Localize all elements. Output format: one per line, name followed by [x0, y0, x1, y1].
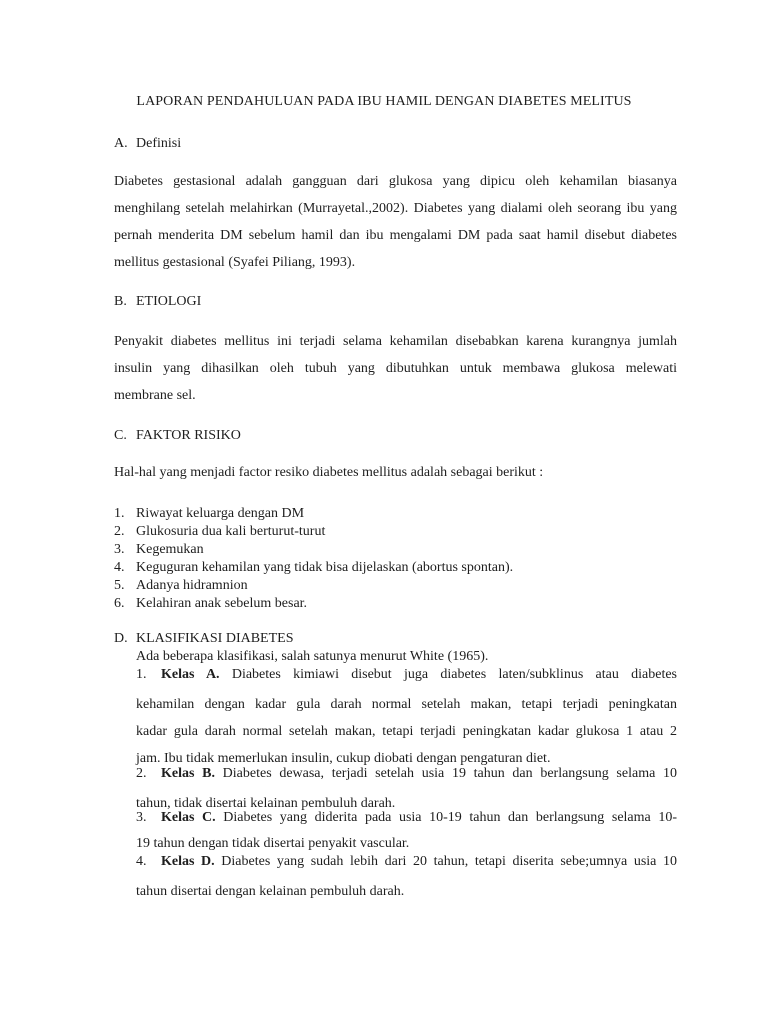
section-a-number: A.: [114, 136, 128, 151]
list-item: 1. Riwayat keluarga dengan DM: [114, 506, 305, 521]
class-c-line-2: 19 tahun dengan tidak disertai penyakit vascular.: [136, 836, 410, 851]
section-d-intro: Ada beberapa klasifikasi, salah satunya menurut White (1965).: [136, 649, 489, 664]
section-b-paragraph: [114, 328, 677, 409]
class-d-line-2: tahun disertai dengan kelainan pembuluh darah.: [136, 884, 405, 899]
class-a-first-line: 1. Kelas A. Diabetes kimiawi disebut juga diabetes laten/subklinus atau diabetes: [136, 667, 677, 682]
section-c-heading: [114, 427, 241, 445]
section-d-number: D.: [114, 631, 128, 646]
class-c-block: [136, 809, 677, 857]
class-a-line-3: kadar gula darah normal setelah makan, tetapi terjadi peningkatan kadar glukosa 1 atau 2: [136, 724, 677, 739]
section-d-heading: [114, 630, 294, 648]
section-a-line-4: mellitus gestasional (Syafei Piliang, 1993).: [114, 255, 356, 270]
section-c-intro: Hal-hal yang menjadi factor resiko diabetes mellitus adalah sebagai berikut :: [114, 465, 544, 480]
section-a-line-3: pernah menderita DM sebelum hamil dan ibu mengalami DM pada saat hamil disebut diabetes: [114, 228, 677, 243]
list-item: 3. Kegemukan: [114, 542, 204, 557]
class-b-label: Kelas B.: [161, 766, 215, 781]
section-a-title: Definisi: [136, 136, 182, 151]
class-c-label: Kelas C.: [161, 810, 216, 825]
class-d-first-line: 4. Kelas D. Diabetes yang sudah lebih dari 20 tahun, tetapi diserita sebe;umnya usia 10: [136, 854, 677, 869]
section-b-line-1: Penyakit diabetes mellitus ini terjadi selama kehamilan disebabkan karena kurangnya jumlah: [114, 334, 677, 349]
class-a-label: Kelas A.: [161, 667, 220, 682]
class-b-first-line: 2. Kelas B. Diabetes dewasa, terjadi setelah usia 19 tahun dan berlangsung selama 10: [136, 766, 677, 781]
section-a-line-2: menghilang setelah melahirkan (Murrayetal.,2002). Diabetes yang dialami oleh seorang ibu yang: [114, 201, 677, 216]
class-d-block: [136, 853, 677, 905]
section-a-heading: [114, 135, 181, 153]
section-b-heading: [114, 293, 201, 311]
class-a-line-4: jam. Ibu tidak memerlukan insulin, cukup diobati dengan pengaturan diet.: [136, 751, 551, 766]
class-d-label: Kelas D.: [161, 854, 215, 869]
section-a-paragraph: [114, 168, 677, 276]
section-b-line-3: membrane sel.: [114, 388, 196, 403]
class-c-first-line: 3. Kelas C. Diabetes yang diderita pada usia 10-19 tahun dan berlangsung selama 10-: [136, 810, 677, 825]
list-item: 6. Kelahiran anak sebelum besar.: [114, 596, 308, 611]
section-a-line-1: Diabetes gestasional adalah gangguan dari glukosa yang dipicu oleh kehamilan biasanya: [114, 174, 677, 189]
document-title: LAPORAN PENDAHULUAN PADA IBU HAMIL DENGAN DIABETES MELITUS: [136, 94, 632, 109]
class-a-line-2: kehamilan dengan kadar gula darah normal setelah makan, tetapi terjadi peningkatan: [136, 697, 677, 712]
section-b-number: B.: [114, 294, 127, 309]
section-c-number: C.: [114, 428, 127, 443]
list-item: 2. Glukosuria dua kali berturut-turut: [114, 524, 326, 539]
section-b-line-2: insulin yang dihasilkan oleh tubuh yang dibutuhkan untuk membawa glukosa melewati: [114, 361, 677, 376]
list-item: 5. Adanya hidramnion: [114, 578, 248, 593]
risk-factor-list: [114, 505, 513, 613]
class-b-line-2: tahun, tidak disertai kelainan pembuluh darah.: [136, 796, 396, 811]
class-a-block: [136, 666, 677, 772]
section-d-title: KLASIFIKASI DIABETES: [136, 631, 294, 646]
section-b-title: ETIOLOGI: [136, 294, 202, 309]
section-c-title: FAKTOR RISIKO: [136, 428, 241, 443]
list-item: 4. Keguguran kehamilan yang tidak bisa dijelaskan (abortus spontan).: [114, 560, 514, 575]
